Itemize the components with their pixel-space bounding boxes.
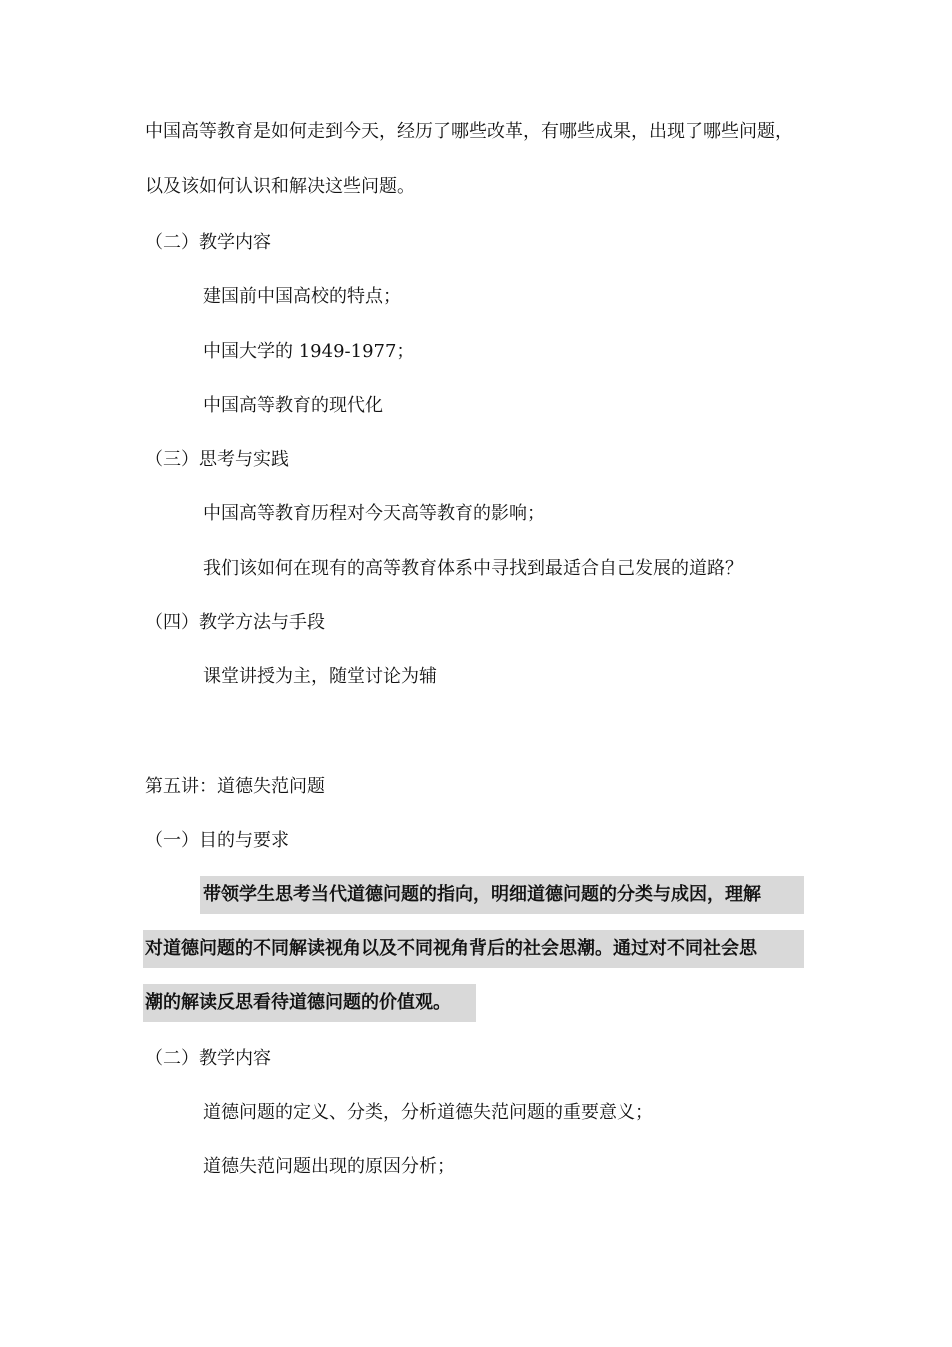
goal-line-1: 带领学生思考当代道德问题的指向，明细道德问题的分类与成因，理解 [203, 884, 761, 905]
practice-item-2: 我们该如何在现有的高等教育体系中寻找到最适合自己发展的道路？ [203, 558, 743, 579]
goal-heading: （一）目的与要求 [145, 830, 289, 851]
intro-line-2: 以及该如何认识和解决这些问题。 [145, 176, 415, 197]
section-heading-method: （四）教学方法与手段 [145, 612, 325, 633]
content-item-2: 中国大学的 1949-1977； [203, 341, 415, 362]
content-item-1: 建国前中国高校的特点； [203, 286, 401, 307]
lecture-title: 第五讲：道德失范问题 [145, 776, 325, 797]
lecture-content-item-1: 道德问题的定义、分类，分析道德失范问题的重要意义； [203, 1102, 653, 1123]
section-heading-content: （二）教学内容 [145, 232, 271, 253]
goal-line-2: 对道德问题的不同解读视角以及不同视角背后的社会思潮。通过对不同社会思 [145, 938, 757, 959]
lecture-content-item-2: 道德失范问题出现的原因分析； [203, 1156, 455, 1177]
intro-line-1: 中国高等教育是如何走到今天，经历了哪些改革，有哪些成果，出现了哪些问题， [145, 121, 793, 142]
goal-line-3: 潮的解读反思看待道德问题的价值观。 [145, 992, 451, 1013]
method-item-1: 课堂讲授为主，随堂讨论为辅 [203, 666, 437, 687]
section-heading-practice: （三）思考与实践 [145, 449, 289, 470]
practice-item-1: 中国高等教育历程对今天高等教育的影响； [203, 503, 545, 524]
lecture-content-heading: （二）教学内容 [145, 1048, 271, 1069]
content-item-3: 中国高等教育的现代化 [203, 395, 383, 416]
